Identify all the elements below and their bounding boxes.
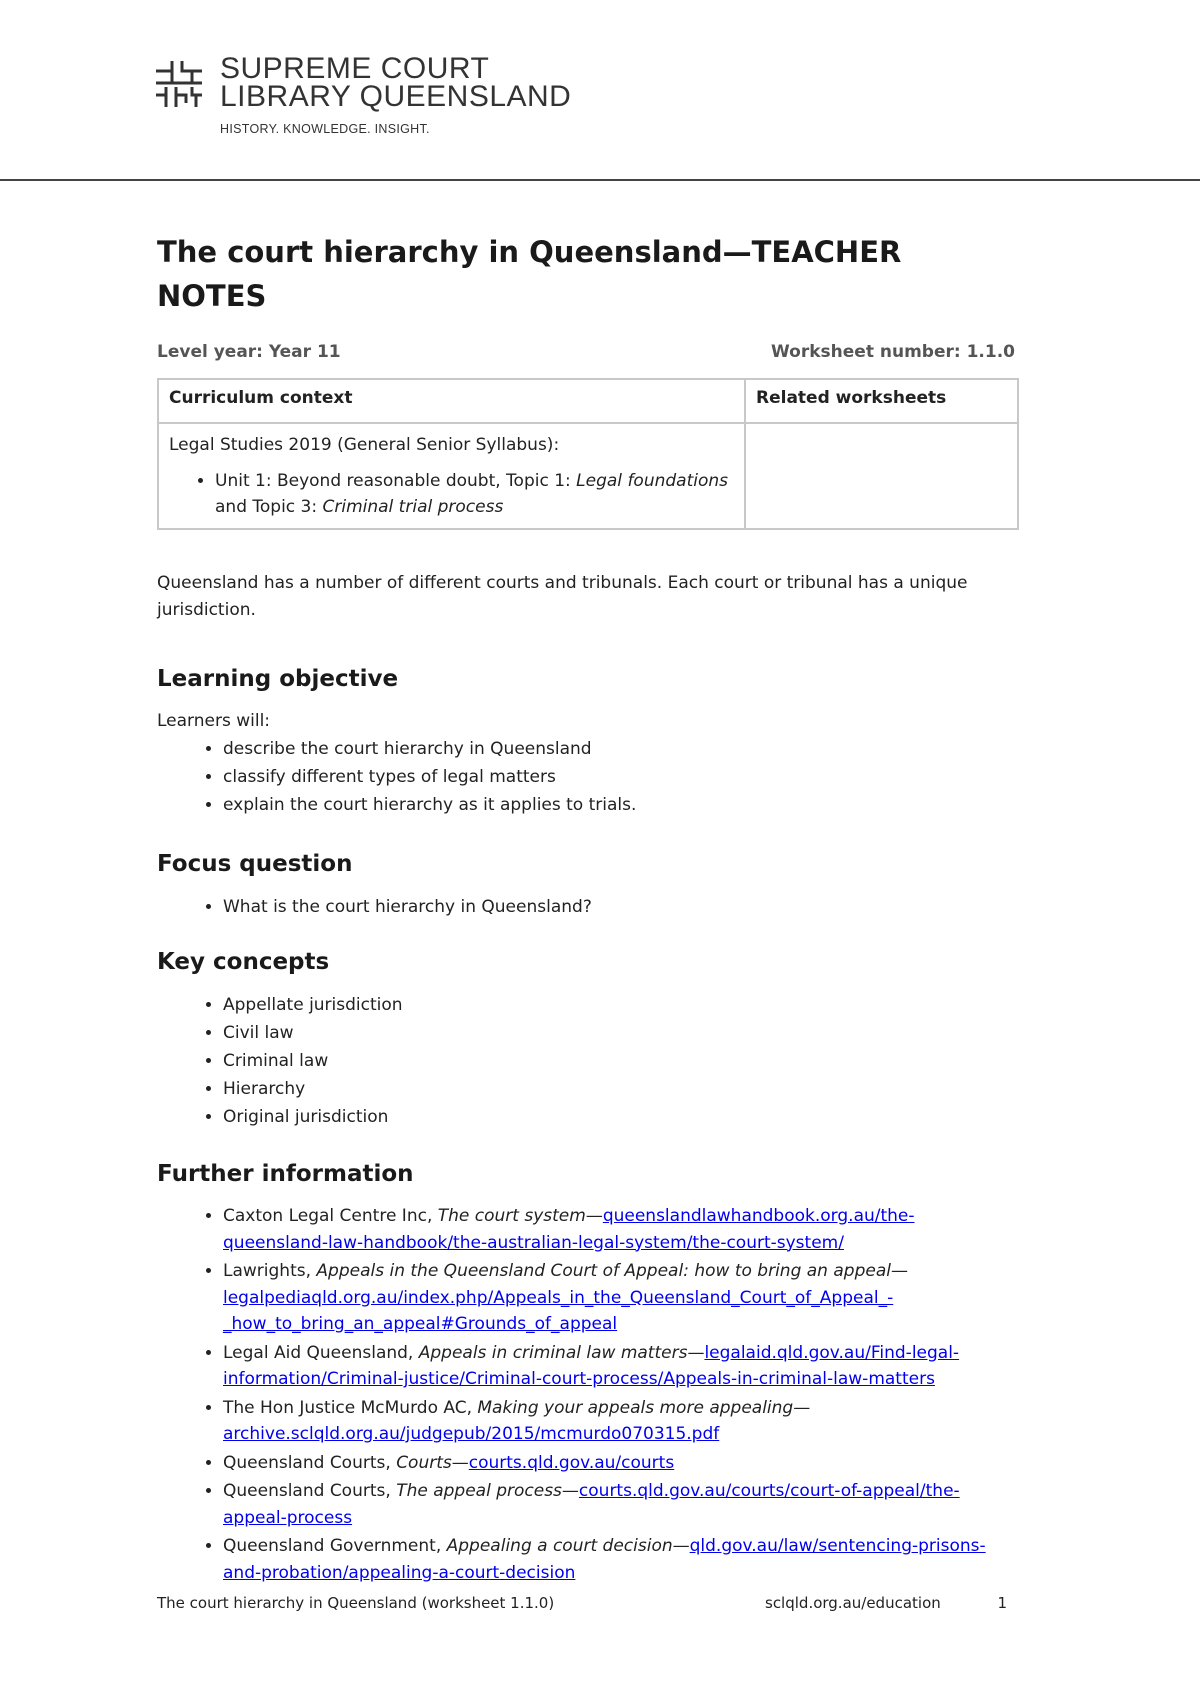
reference-link[interactable]: courts.qld.gov.au/courts/court-of-appeal/the-appeal-process bbox=[223, 1481, 960, 1528]
curriculum-context-cell bbox=[158, 423, 745, 529]
worksheet-number: Worksheet number: 1.1.0 bbox=[771, 342, 1015, 362]
focus-question-list bbox=[157, 893, 1019, 921]
unit-item: • Unit 1: Beyond reasonable doubt, Topic 1: Legal foundations and Topic 3: Criminal trial process bbox=[215, 468, 734, 520]
page-header bbox=[0, 0, 1200, 180]
intro-paragraph: Queensland has a number of different courts and tribunals. Each court or tribunal has a unique jurisdiction. bbox=[157, 573, 968, 620]
list-item: • explain the court hierarchy as it applies to trials. bbox=[223, 791, 1019, 819]
document-body bbox=[157, 230, 1019, 1588]
syllabus-text: Legal Studies 2019 (General Senior Syllabus): bbox=[169, 435, 560, 455]
key-concepts-list bbox=[157, 991, 1019, 1131]
logo-text-line2: LIBRARY QUEENSLAND bbox=[220, 80, 572, 113]
list-item: • describe the court hierarchy in Queensland bbox=[223, 735, 1019, 763]
list-item: • classify different types of legal matters bbox=[223, 763, 1019, 791]
logo-text-line1: SUPREME COURT bbox=[220, 52, 490, 85]
reference-item: • Lawrights, Appeals in the Queensland Court of Appeal: how to bring an appeal—legalpediaqld.org.au/index.php/Appeals_in_the_Queensland_Court_of_Appeal_-_how_to_bring_an_appeal#Grounds_of_appeal bbox=[223, 1258, 1019, 1338]
list-item: • Criminal law bbox=[223, 1047, 1019, 1075]
list-item: • Hierarchy bbox=[223, 1075, 1019, 1103]
learning-objective-heading: Learning objective bbox=[157, 666, 399, 692]
worksheet-meta bbox=[157, 342, 1019, 370]
list-item: • What is the court hierarchy in Queensland? bbox=[223, 893, 1019, 921]
reference-link[interactable]: qld.gov.au/law/sentencing-prisons-and-probation/appealing-a-court-decision bbox=[223, 1536, 986, 1583]
focus-question-heading: Focus question bbox=[157, 851, 353, 877]
curriculum-context-header: Curriculum context bbox=[158, 379, 745, 423]
related-worksheets-cell bbox=[745, 423, 1018, 529]
list-item: • Original jurisdiction bbox=[223, 1103, 1019, 1131]
reference-link[interactable]: legalpediaqld.org.au/index.php/Appeals_in_the_Queensland_Court_of_Appeal_-_how_to_bring_an_appeal#Grounds_of_appeal bbox=[223, 1287, 894, 1334]
footer-title: The court hierarchy in Queensland (worksheet 1.1.0) bbox=[157, 1594, 555, 1612]
learning-objective-list bbox=[157, 735, 1019, 819]
further-information-list bbox=[157, 1203, 1019, 1586]
reference-item: • Queensland Government, Appealing a court decision—qld.gov.au/law/sentencing-prisons-and-probation/appealing-a-court-decision bbox=[223, 1533, 1019, 1586]
further-information-heading: Further information bbox=[157, 1161, 414, 1187]
page-title: The court hierarchy in Queensland—TEACHER NOTES bbox=[157, 235, 902, 313]
header-divider bbox=[0, 179, 1200, 181]
footer-url: sclqld.org.au/education bbox=[765, 1594, 941, 1612]
court-library-logo-icon bbox=[152, 57, 206, 111]
reference-link[interactable]: legalaid.qld.gov.au/Find-legal-information/Criminal-justice/Criminal-court-process/Appeals-in-criminal-law-matters bbox=[223, 1342, 960, 1389]
reference-item: • Queensland Courts, Courts—courts.qld.gov.au/courts bbox=[223, 1450, 1019, 1477]
related-worksheets-header: Related worksheets bbox=[745, 379, 1018, 423]
page-number: 1 bbox=[997, 1594, 1007, 1612]
reference-link[interactable]: queenslandlawhandbook.org.au/the-queensland-law-handbook/the-australian-legal-system/the-court-system/ bbox=[223, 1206, 915, 1253]
list-item: • Civil law bbox=[223, 1019, 1019, 1047]
list-item: • Appellate jurisdiction bbox=[223, 991, 1019, 1019]
reference-item: • The Hon Justice McMurdo AC, Making your appeals more appealing—archive.sclqld.org.au/judgepub/2015/mcmurdo070315.pdf bbox=[223, 1395, 1019, 1448]
key-concepts-heading: Key concepts bbox=[157, 949, 330, 975]
curriculum-table bbox=[157, 378, 1019, 530]
reference-item: • Legal Aid Queensland, Appeals in criminal law matters—legalaid.qld.gov.au/Find-legal-information/Criminal-justice/Criminal-court-process/Appeals-in-criminal-law-matters bbox=[223, 1340, 1019, 1393]
logo-tagline: HISTORY. KNOWLEDGE. INSIGHT. bbox=[220, 122, 430, 136]
level-year: Level year: Year 11 bbox=[157, 342, 341, 362]
reference-link[interactable]: archive.sclqld.org.au/judgepub/2015/mcmurdo070315.pdf bbox=[223, 1424, 720, 1444]
learners-lead: Learners will: bbox=[157, 711, 271, 731]
reference-item: • Queensland Courts, The appeal process—courts.qld.gov.au/courts/court-of-appeal/the-appeal-process bbox=[223, 1478, 1019, 1531]
reference-link[interactable]: courts.qld.gov.au/courts bbox=[468, 1452, 675, 1473]
reference-item: • Caxton Legal Centre Inc, The court system—queenslandlawhandbook.org.au/the-queensland-law-handbook/the-australian-legal-system/the-court-system/ bbox=[223, 1203, 1019, 1256]
